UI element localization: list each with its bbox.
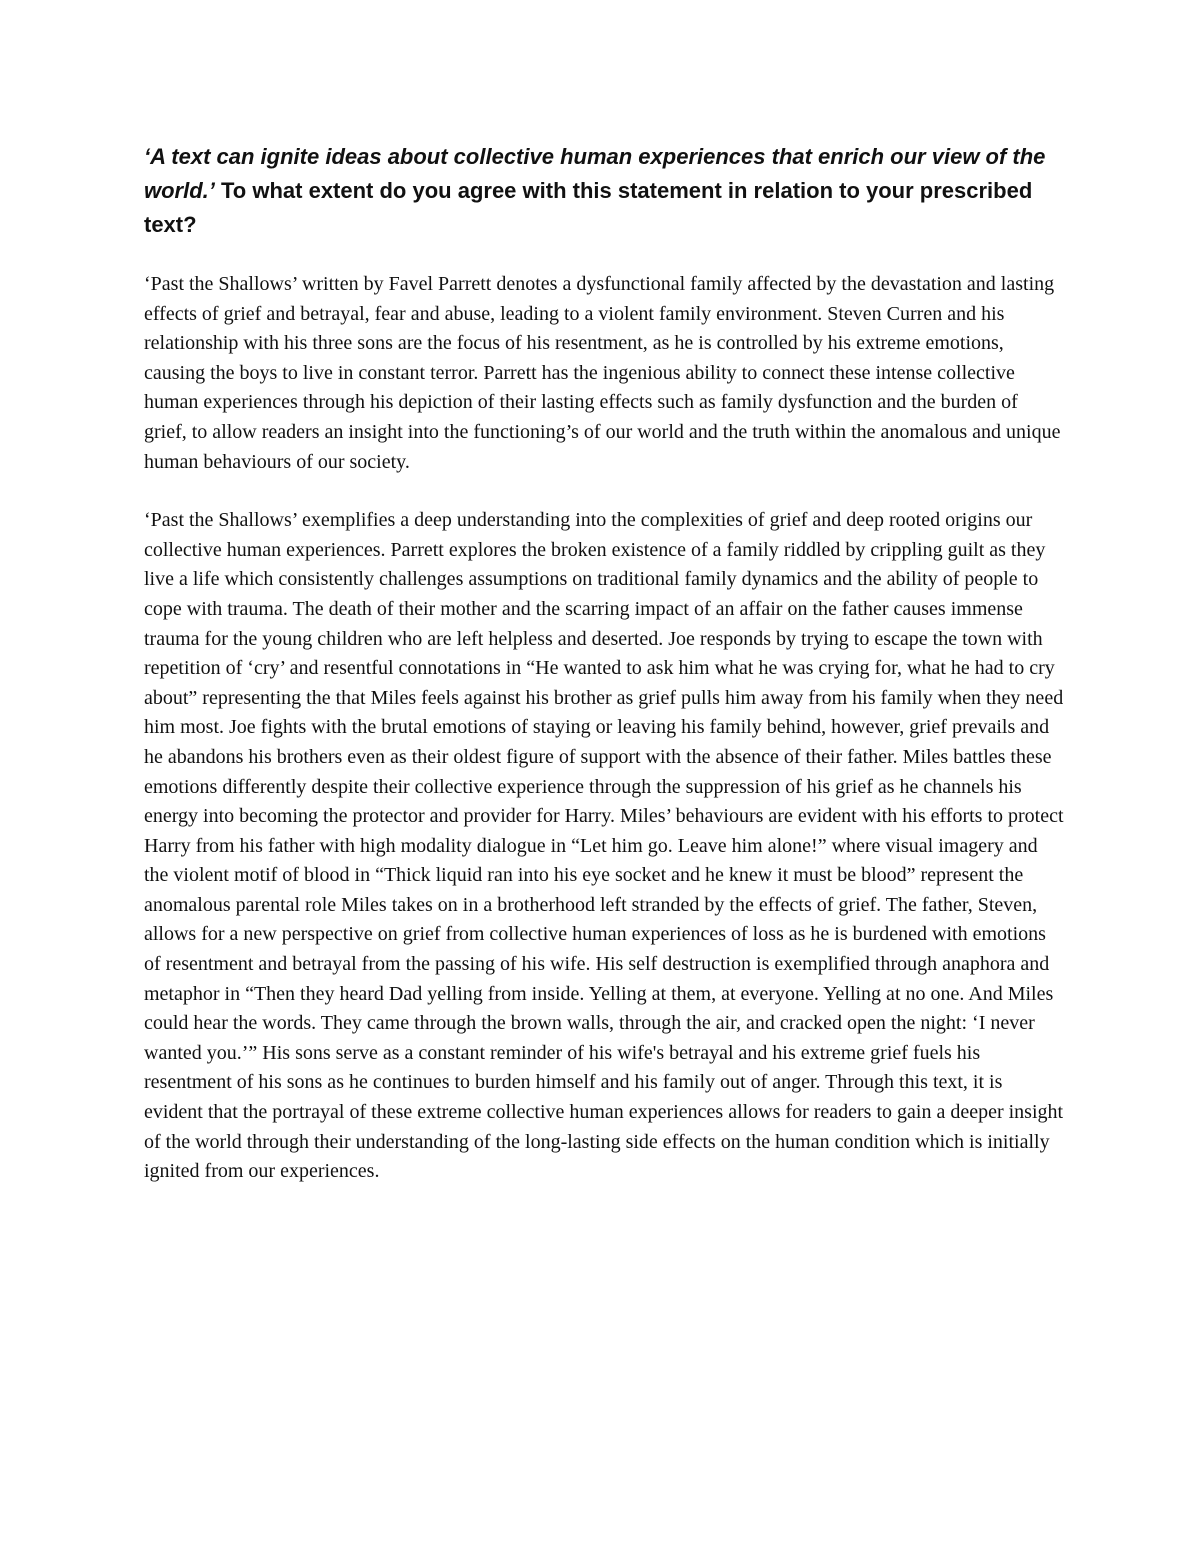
- paragraph-body: ‘Past the Shallows’ exemplifies a deep understanding into the complexities of grief and deep rooted origins our collective human experiences. Parrett explores the broken existence of a family riddled by crippling guilt as they live a life which consistently challenges assumptions on traditional family dynamics and the ability of people to cope with trauma. The death of their mother and the scarring impact of an affair on the father causes immense trauma for the young children who are left helpless and deserted. Joe responds by trying to escape the town with repetition of ‘cry’ and resentful connotations in “He wanted to ask him what he was crying for, what he had to cry about” representing the that Miles feels against his brother as grief pulls him away from his family when they need him most. Joe fights with the brutal emotions of staying or leaving his family behind, however, grief prevails and he abandons his brothers even as their oldest figure of support with the absence of their father. Miles battles these emotions differently despite their collective experience through the suppression of his grief as he channels his energy into becoming the protector and provider for Harry. Miles’ behaviours are evident with his efforts to protect Harry from his father with high modality dialogue in “Let him go. Leave him alone!” where visual imagery and the violent motif of blood in “Thick liquid ran into his eye socket and he knew it must be blood” represent the anomalous parental role Miles takes on in a brotherhood left stranded by the effects of grief. The father, Steven, allows for a new perspective on grief from collective human experiences of loss as he is burdened with emotions of resentment and betrayal from the passing of his wife. His self destruction is exemplified through anaphora and metaphor in “Then they heard Dad yelling from inside. Yelling at them, at everyone. Yelling at no one. And Miles could hear the words. They came through the brown walls, through the air, and cracked open the night: ‘I never wanted you.’” His sons serve as a constant reminder of his wife's betrayal and his extreme grief fuels his resentment of his sons as he continues to burden himself and his family out of anger. Through this text, it is evident that the portrayal of these extreme collective human experiences allows for readers to gain a deeper insight of the world through their understanding of the long-lasting side effects on the human condition which is initially ignited from our experiences.: [144, 509, 1064, 1183]
- question-prompt: To what extent do you agree with this statement in relation to your prescribed text?: [144, 178, 1033, 237]
- paragraph-introduction: ‘Past the Shallows’ written by Favel Parrett denotes a dysfunctional family affected by the devastation and lasting effects of grief and betrayal, fear and abuse, leading to a violent family environment. Steven Curren and his relationship with his three sons are the focus of his resentment, as he is controlled by his extreme emotions, causing the boys to live in constant terror. Parrett has the ingenious ability to connect these intense collective human experiences through his depiction of their lasting effects such as family dysfunction and the burden of grief, to allow readers an insight into the functioning’s of our world and the truth within the anomalous and unique human behaviours of our society.: [144, 273, 1061, 473]
- essay-question: [144, 140, 1064, 242]
- document-page: [144, 140, 1064, 1216]
- question-quote: ‘A text can ignite ideas about collective human experiences that enrich our view of the world.’: [144, 144, 1046, 203]
